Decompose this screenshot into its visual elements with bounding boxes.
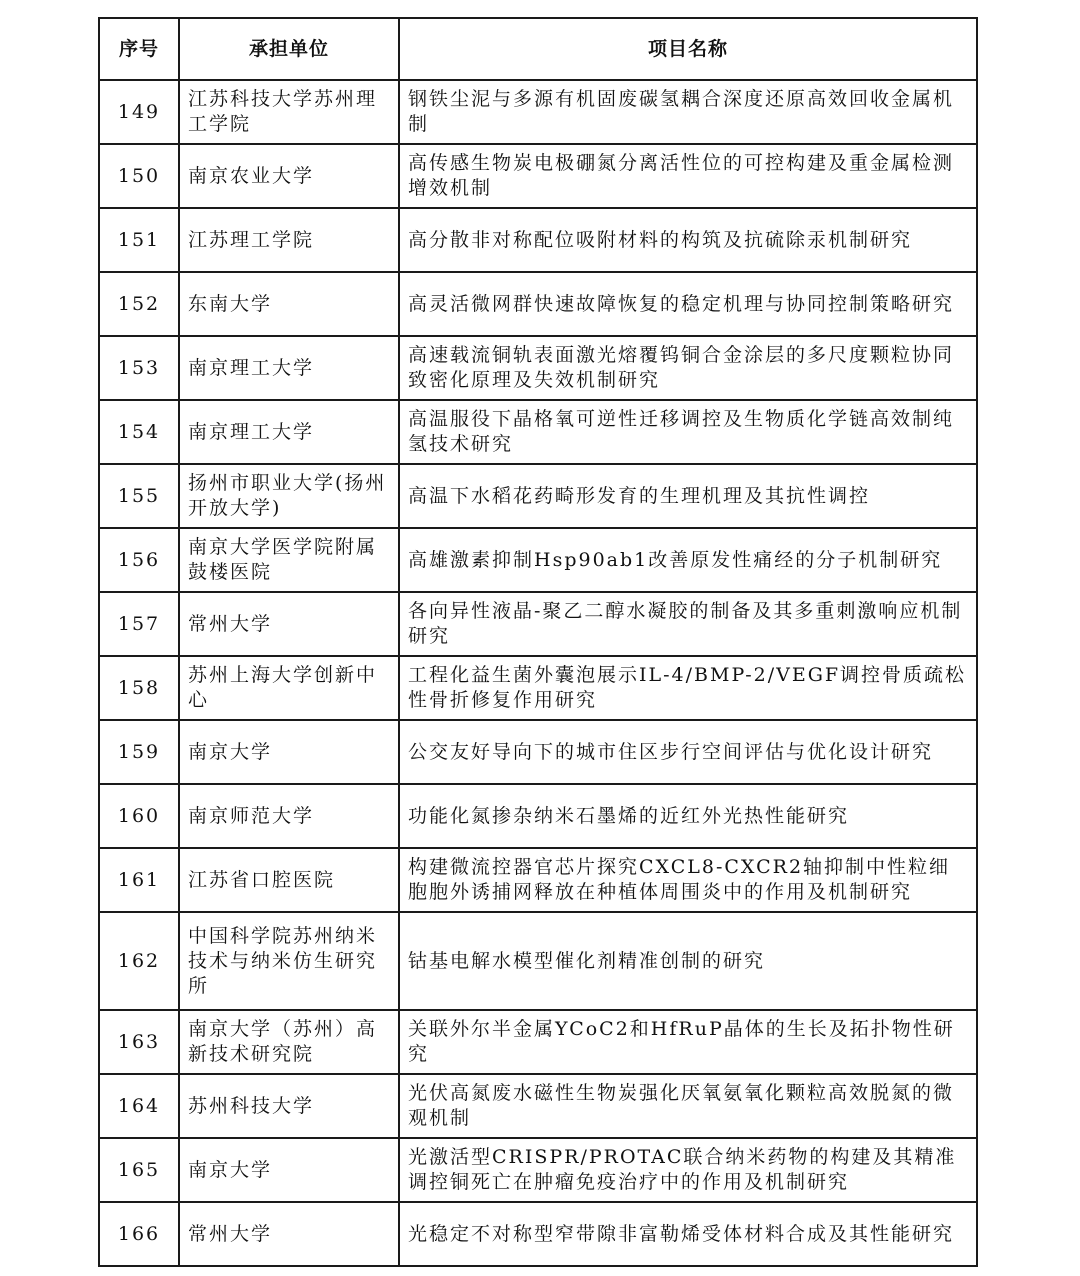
- row-serial-number: 151: [99, 208, 179, 272]
- row-project-name: 各向异性液晶-聚乙二醇水凝胶的制备及其多重刺激响应机制研究: [399, 592, 977, 656]
- row-unit: 苏州上海大学创新中心: [179, 656, 399, 720]
- row-serial-number: 152: [99, 272, 179, 336]
- row-serial-number: 163: [99, 1010, 179, 1074]
- table-row: [99, 784, 977, 848]
- row-unit: 扬州市职业大学(扬州开放大学): [179, 464, 399, 528]
- row-unit: 常州大学: [179, 1202, 399, 1266]
- row-unit: 江苏理工学院: [179, 208, 399, 272]
- row-project-name: 高雄激素抑制Hsp90ab1改善原发性痛经的分子机制研究: [399, 528, 977, 592]
- table-row: [99, 848, 977, 912]
- row-project-name: 高速载流铜轨表面激光熔覆钨铜合金涂层的多尺度颗粒协同致密化原理及失效机制研究: [399, 336, 977, 400]
- table-row: [99, 272, 977, 336]
- row-project-name: 公交友好导向下的城市住区步行空间评估与优化设计研究: [399, 720, 977, 784]
- row-serial-number: 161: [99, 848, 179, 912]
- row-serial-number: 153: [99, 336, 179, 400]
- row-unit: 苏州科技大学: [179, 1074, 399, 1138]
- project-table: [98, 17, 978, 1267]
- table-row: [99, 400, 977, 464]
- table-row: [99, 464, 977, 528]
- header-serial-number: 序号: [99, 18, 179, 80]
- row-unit: 东南大学: [179, 272, 399, 336]
- row-project-name: 光伏高氮废水磁性生物炭强化厌氧氨氧化颗粒高效脱氮的微观机制: [399, 1074, 977, 1138]
- row-serial-number: 165: [99, 1138, 179, 1202]
- row-serial-number: 149: [99, 80, 179, 144]
- table-row: [99, 1074, 977, 1138]
- table-row: [99, 656, 977, 720]
- header-undertaking-unit: 承担单位: [179, 18, 399, 80]
- table-row: [99, 1202, 977, 1266]
- row-serial-number: 154: [99, 400, 179, 464]
- row-unit: 南京农业大学: [179, 144, 399, 208]
- row-unit: 南京师范大学: [179, 784, 399, 848]
- row-project-name: 功能化氮掺杂纳米石墨烯的近红外光热性能研究: [399, 784, 977, 848]
- row-unit: 常州大学: [179, 592, 399, 656]
- row-serial-number: 156: [99, 528, 179, 592]
- row-unit: 南京大学: [179, 720, 399, 784]
- row-unit: 南京理工大学: [179, 400, 399, 464]
- table-row: [99, 144, 977, 208]
- table-row: [99, 528, 977, 592]
- row-serial-number: 158: [99, 656, 179, 720]
- row-unit: 南京大学: [179, 1138, 399, 1202]
- table-row: [99, 720, 977, 784]
- table-row: [99, 208, 977, 272]
- row-unit: 南京大学（苏州）高新技术研究院: [179, 1010, 399, 1074]
- row-unit: 南京大学医学院附属鼓楼医院: [179, 528, 399, 592]
- row-unit: 江苏科技大学苏州理工学院: [179, 80, 399, 144]
- row-project-name: 光稳定不对称型窄带隙非富勒烯受体材料合成及其性能研究: [399, 1202, 977, 1266]
- row-project-name: 关联外尔半金属YCoC2和HfRuP晶体的生长及拓扑物性研究: [399, 1010, 977, 1074]
- table-row: [99, 336, 977, 400]
- table-header-row: [99, 18, 977, 80]
- header-project-name: 项目名称: [399, 18, 977, 80]
- row-project-name: 高温服役下晶格氧可逆性迁移调控及生物质化学链高效制纯氢技术研究: [399, 400, 977, 464]
- table-row: [99, 1010, 977, 1074]
- table-row: [99, 1138, 977, 1202]
- row-project-name: 高温下水稻花药畸形发育的生理机理及其抗性调控: [399, 464, 977, 528]
- row-serial-number: 150: [99, 144, 179, 208]
- row-project-name: 光激活型CRISPR/PROTAC联合纳米药物的构建及其精准调控铜死亡在肿瘤免疫治疗中的作用及机制研究: [399, 1138, 977, 1202]
- table-row: [99, 592, 977, 656]
- row-serial-number: 164: [99, 1074, 179, 1138]
- row-project-name: 构建微流控器官芯片探究CXCL8-CXCR2轴抑制中性粒细胞胞外诱捕网释放在种植体周围炎中的作用及机制研究: [399, 848, 977, 912]
- row-project-name: 钴基电解水模型催化剂精准创制的研究: [399, 912, 977, 1010]
- row-serial-number: 162: [99, 912, 179, 1010]
- row-serial-number: 160: [99, 784, 179, 848]
- row-unit: 中国科学院苏州纳米技术与纳米仿生研究所: [179, 912, 399, 1010]
- row-serial-number: 155: [99, 464, 179, 528]
- row-project-name: 工程化益生菌外囊泡展示IL-4/BMP-2/VEGF调控骨质疏松性骨折修复作用研究: [399, 656, 977, 720]
- row-serial-number: 157: [99, 592, 179, 656]
- row-project-name: 高传感生物炭电极硼氮分离活性位的可控构建及重金属检测增效机制: [399, 144, 977, 208]
- row-unit: 江苏省口腔医院: [179, 848, 399, 912]
- row-unit: 南京理工大学: [179, 336, 399, 400]
- row-project-name: 钢铁尘泥与多源有机固废碳氢耦合深度还原高效回收金属机制: [399, 80, 977, 144]
- table-row: [99, 912, 977, 1010]
- table-row: [99, 80, 977, 144]
- row-serial-number: 159: [99, 720, 179, 784]
- row-project-name: 高灵活微网群快速故障恢复的稳定机理与协同控制策略研究: [399, 272, 977, 336]
- row-project-name: 高分散非对称配位吸附材料的构筑及抗硫除汞机制研究: [399, 208, 977, 272]
- row-serial-number: 166: [99, 1202, 179, 1266]
